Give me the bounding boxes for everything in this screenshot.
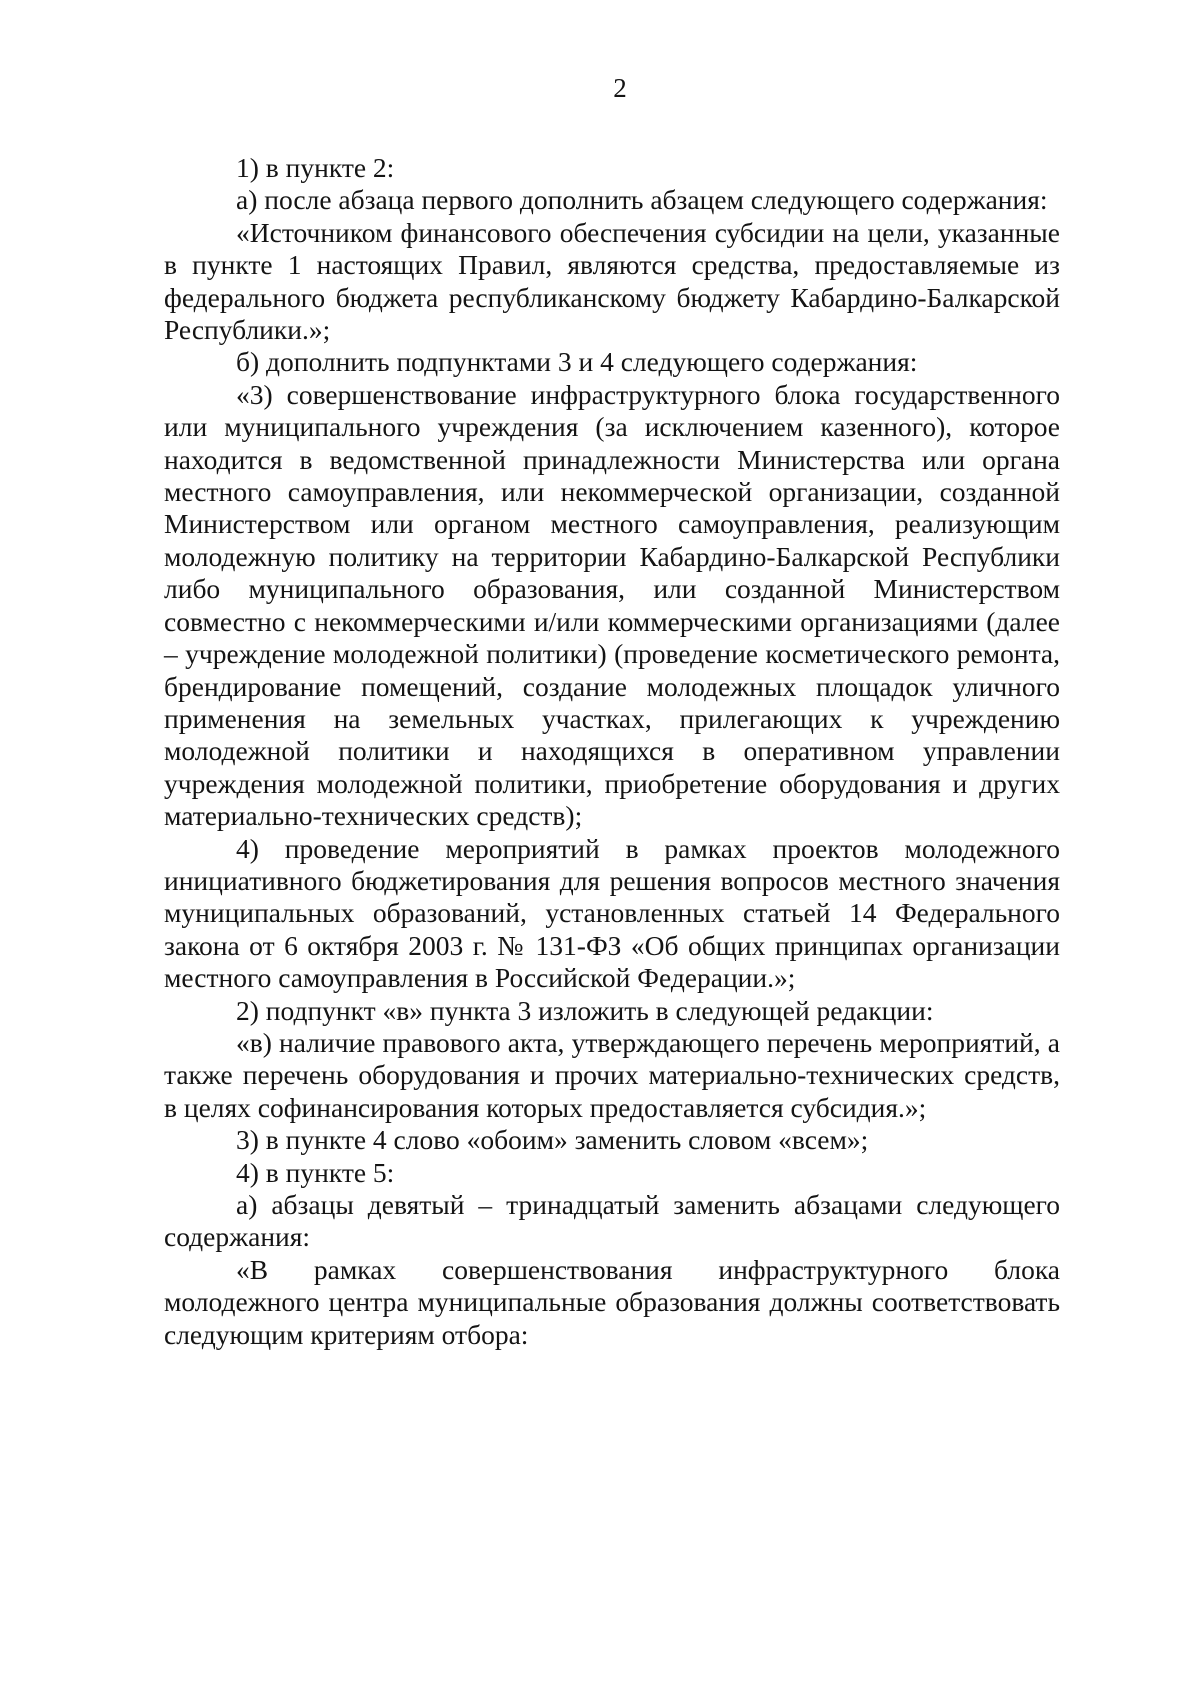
paragraph: б) дополнить подпунктами 3 и 4 следующего содержания: [236, 346, 918, 378]
paragraph: а) после абзаца первого дополнить абзацем следующего содержания: [236, 184, 1048, 216]
paragraph: «В рамках совершенствования инфраструктурного блока молодежного центра муниципальные образования должны соответствовать следующим критериям отбора: [164, 1253, 1060, 1350]
paragraph: 3) в пункте 4 слово «обоим» заменить словом «всем»; [236, 1124, 869, 1156]
paragraph: 4) проведение мероприятий в рамках проектов молодежного инициативного бюджетирования для решения вопросов местного значения муниципальных образований, установленных статьей 14 Федерального закона от 6 октября 2003 г. № 131-ФЗ «Об общих принципах организации местного самоуправления в Российской Федерации.»; [164, 832, 1060, 994]
paragraph: «3) совершенствование инфраструктурного блока государственного или муниципального учреждения (за исключением казенного), которое находится в ведомственной принадлежности Министерства или органа местного самоуправления, или некоммерческой организации, созданной Министерством или органом местного самоуправления, реализующим молодежную политику на территории Кабардино-Балкарской Республики либо муниципального образования, или созданной Министерством совместно с некоммерческими и/или коммерческими организациями (далее – учреждение молодежной политики) (проведение косметического ремонта, брендирование помещений, создание молодежных площадок уличного применения на земельных участках, прилегающих к учреждению молодежной политики и находящихся в оперативном управлении учреждения молодежной политики, приобретение оборудования и других материально-технических средств); [164, 378, 1060, 832]
paragraph: «Источником финансового обеспечения субсидии на цели, указанные в пункте 1 настоящих Правил, являются средства, предоставляемые из федерального бюджета республиканскому бюджету Кабардино-Балкарской Республики.»; [164, 216, 1060, 346]
paragraph: а) абзацы девятый – тринадцатый заменить абзацами следующего содержания: [164, 1189, 1060, 1253]
paragraph: 2) подпункт «в» пункта 3 изложить в следующей редакции: [236, 994, 934, 1026]
page-number: 2 [613, 73, 627, 103]
paragraph: «в) наличие правового акта, утверждающего перечень мероприятий, а также перечень оборудования и прочих материально-технических средств, в целях софинансирования которых предоставляется субсидия.»; [164, 1026, 1060, 1123]
paragraph: 1) в пункте 2: [236, 152, 395, 183]
document-body [164, 152, 1060, 1351]
paragraph: 4) в пункте 5: [236, 1156, 395, 1188]
